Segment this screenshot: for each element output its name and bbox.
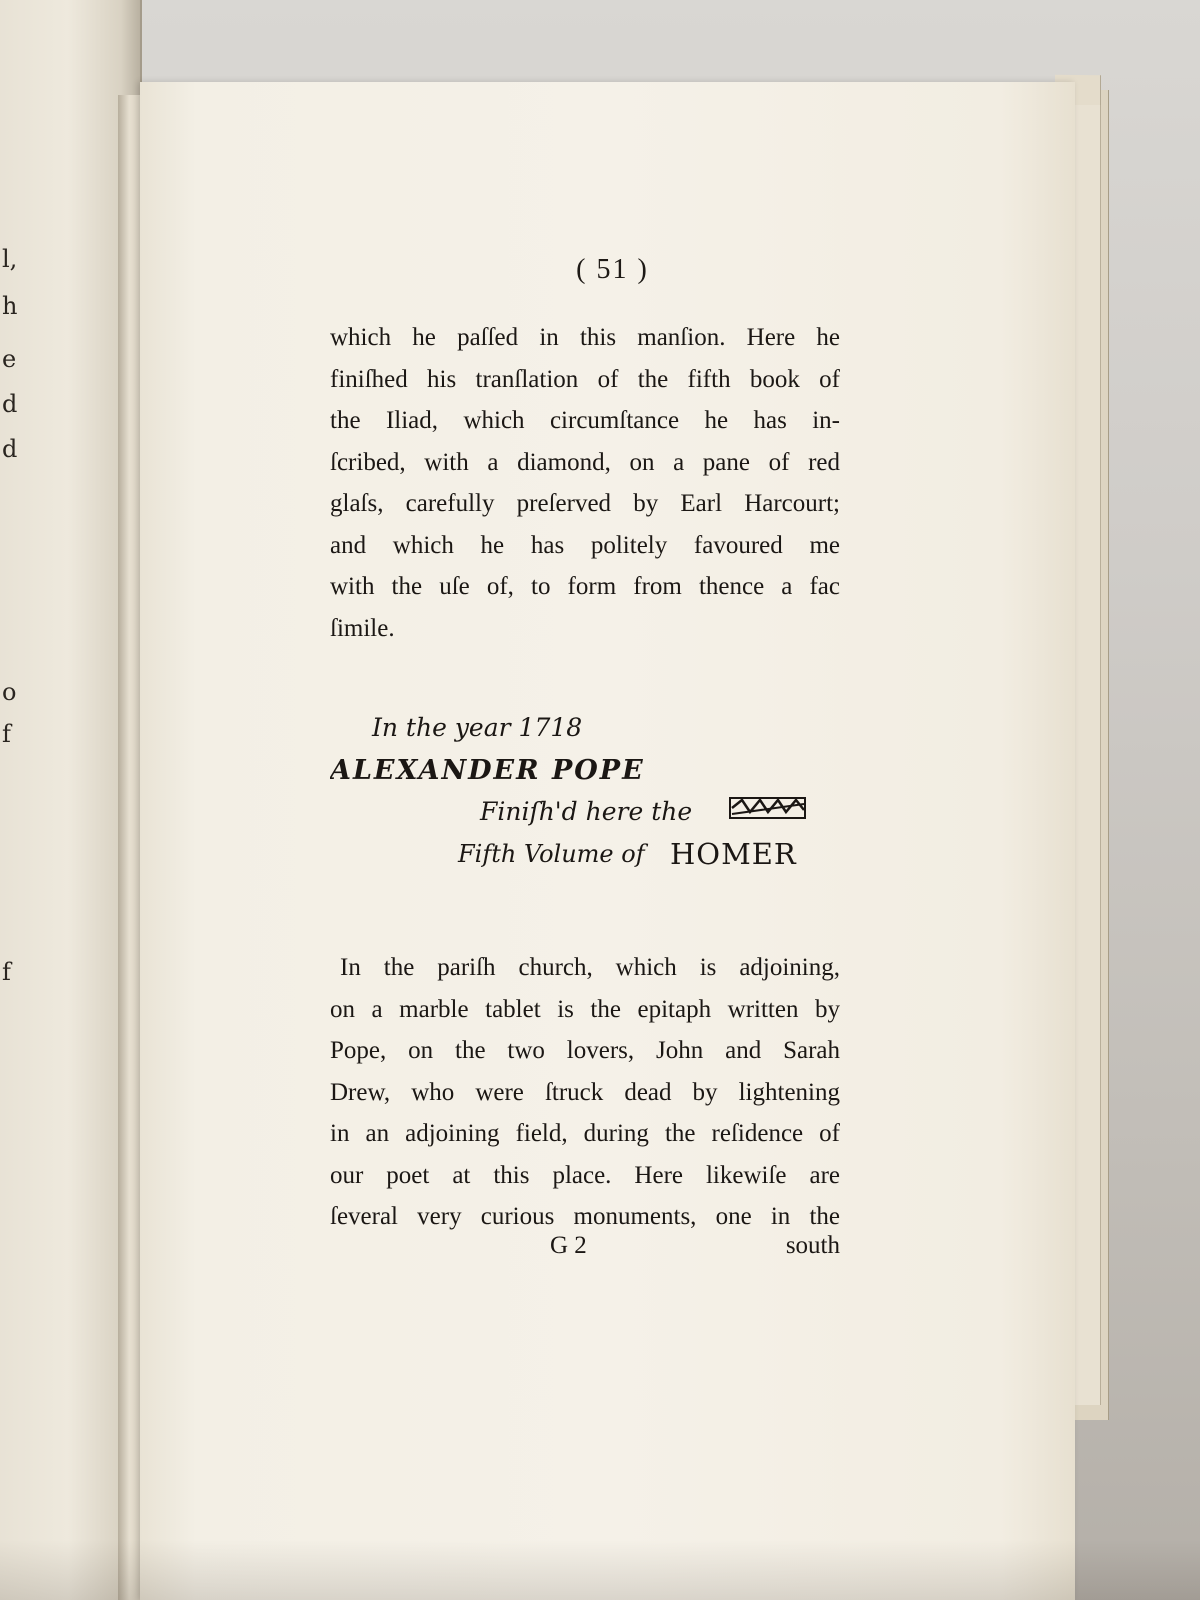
text-line: the Iliad, which circumſtance he has in- [330,407,840,434]
facsimile-line-name: ALEXANDER POPE [330,755,645,786]
page-footer [330,1232,840,1272]
catchword: south [785,1232,840,1259]
left-fragment: e [2,345,17,373]
facsimile-inscription [330,712,850,892]
text-line: Drew, who were ſtruck dead by lightening [330,1078,840,1106]
left-fragment: d [2,435,18,463]
text-line: In the pariſh church, which is adjoining, [340,954,840,981]
left-fragment: h [2,292,18,320]
text-line: in an adjoining field, during the reſidence of [330,1120,840,1147]
left-fragment: l, [2,245,18,273]
text-line: Pope, on the two lovers, John and Sarah [330,1037,840,1064]
text-line: ſeveral very curious monuments, one in the [330,1203,840,1230]
text-line: on a marble tablet is the epitaph written by [330,995,840,1023]
text-line: with the uſe of, to form from thence a fac [330,573,840,600]
crossed-out-word [730,798,805,818]
left-fragment: d [2,390,18,418]
text-line: our poet at this place. Here likewiſe are [330,1161,840,1189]
text-line: finiſhed his tranſlation of the fifth book of [330,365,840,393]
facsimile-line-year: In the year 1718 [372,713,583,742]
left-fragment: f [2,958,11,986]
text-line: glaſs, carefully preſerved by Earl Harcourt; [330,490,840,517]
text-line: which he paſſed in this manſion. Here he [330,324,840,351]
paragraph-2 [330,947,840,1238]
text-line: ſcribed, with a diamond, on a pane of red [330,448,840,476]
text-line: and which he has politely favoured me [330,531,840,559]
page-number: ( 51 ) [576,254,649,285]
signature-mark: G 2 [550,1232,587,1259]
paragraph-1 [330,317,840,649]
facsimile-line-homer: HOMER [670,837,797,871]
left-fragment: f [2,720,11,748]
right-page [140,82,1075,1600]
left-fragment: o [2,678,17,706]
facsimile-line-volume: Fifth Volume of [458,840,645,868]
facsimile-line-finished: Finiſh'd here the [480,797,693,826]
text-line: ſimile. [330,614,395,642]
